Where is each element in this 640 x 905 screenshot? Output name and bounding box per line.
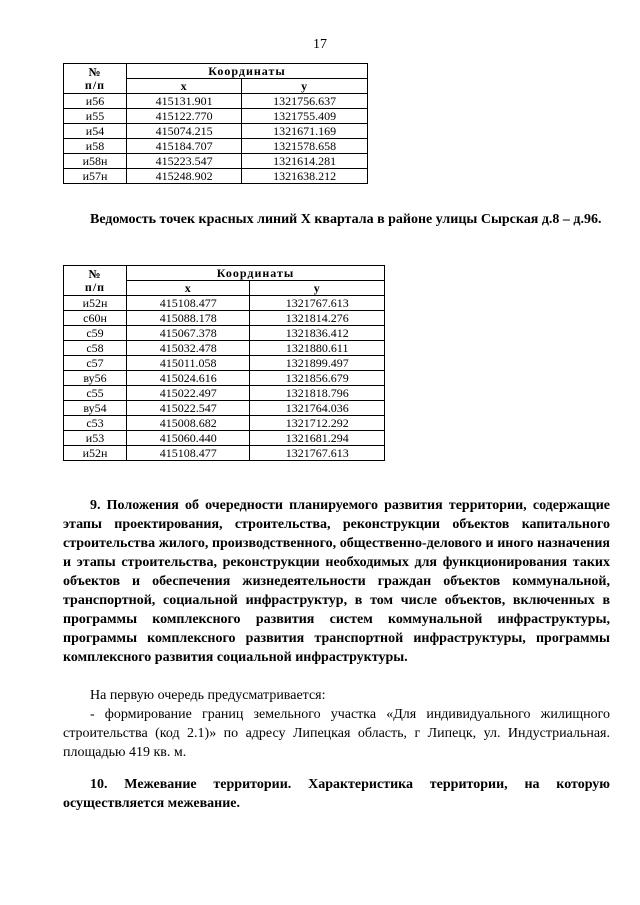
- table-header-x: x: [127, 79, 242, 94]
- y-coordinate-cell: 1321671.169: [242, 124, 368, 139]
- table-row: [64, 311, 385, 326]
- y-coordinate-cell: 1321755.409: [242, 109, 368, 124]
- x-coordinate-cell: 415032.478: [127, 341, 250, 356]
- point-number-cell: с55: [64, 386, 127, 401]
- point-number-cell: и57н: [64, 169, 127, 184]
- table-row: [64, 326, 385, 341]
- x-coordinate-cell: 415024.616: [127, 371, 250, 386]
- point-number-cell: и58н: [64, 154, 127, 169]
- table-header-number: [64, 64, 127, 94]
- first-stage-item: - формирование границ земельного участка «Для индивидуального жилищного строительства (код 2.1)» по адресу Липецкая область, г Липецк, ул. Индустриальная. площадью 419 кв. м.: [63, 707, 610, 760]
- table-row: [64, 296, 385, 311]
- x-coordinate-cell: 415184.707: [127, 139, 242, 154]
- point-number-cell: с53: [64, 416, 127, 431]
- table-body: [64, 296, 385, 461]
- table-row: [64, 341, 385, 356]
- x-coordinate-cell: 415011.058: [127, 356, 250, 371]
- y-coordinate-cell: 1321836.412: [250, 326, 385, 341]
- table-row: [64, 356, 385, 371]
- point-number-cell: и54: [64, 124, 127, 139]
- x-coordinate-cell: 415248.902: [127, 169, 242, 184]
- table-header-number-pp: п/п: [84, 279, 106, 294]
- x-coordinate-cell: 415223.547: [127, 154, 242, 169]
- y-coordinate-cell: 1321764.036: [250, 401, 385, 416]
- x-coordinate-cell: 415022.547: [127, 401, 250, 416]
- x-coordinate-cell: 415108.477: [127, 446, 250, 461]
- point-number-cell: и56: [64, 94, 127, 109]
- table-row: [64, 94, 368, 109]
- table-row: [64, 139, 368, 154]
- y-coordinate-cell: 1321767.613: [250, 446, 385, 461]
- y-coordinate-cell: 1321638.212: [242, 169, 368, 184]
- table-row: [64, 109, 368, 124]
- x-coordinate-cell: 415131.901: [127, 94, 242, 109]
- y-coordinate-cell: 1321899.497: [250, 356, 385, 371]
- point-number-cell: и55: [64, 109, 127, 124]
- first-stage-paragraph: На первую очередь предусматривается:: [90, 688, 326, 703]
- y-coordinate-cell: 1321818.796: [250, 386, 385, 401]
- point-number-cell: с59: [64, 326, 127, 341]
- point-number-cell: с58: [64, 341, 127, 356]
- coordinates-table-2: [63, 265, 385, 461]
- y-coordinate-cell: 1321767.613: [250, 296, 385, 311]
- x-coordinate-cell: 415088.178: [127, 311, 250, 326]
- table-header-number-sign: №: [88, 266, 102, 281]
- section-10-paragraph: 10. Межевание территории. Характеристика территории, на которую осуществляется межевание.: [63, 777, 610, 811]
- x-coordinate-cell: 415074.215: [127, 124, 242, 139]
- y-coordinate-cell: 1321712.292: [250, 416, 385, 431]
- x-coordinate-cell: 415122.770: [127, 109, 242, 124]
- table-row: [64, 431, 385, 446]
- y-coordinate-cell: 1321681.294: [250, 431, 385, 446]
- y-coordinate-cell: 1321880.611: [250, 341, 385, 356]
- point-number-cell: с60н: [64, 311, 127, 326]
- y-coordinate-cell: 1321614.281: [242, 154, 368, 169]
- table-header-coordinates: Координаты: [127, 266, 385, 281]
- point-number-cell: и52н: [64, 446, 127, 461]
- table-row: [64, 154, 368, 169]
- section-heading-red-lines: Ведомость точек красных линий X квартала в районе улицы Сырская д.8 – д.96.: [90, 212, 602, 227]
- table-header-y: y: [250, 281, 385, 296]
- table-row: [64, 124, 368, 139]
- coordinates-table-1: [63, 63, 368, 184]
- point-number-cell: ву54: [64, 401, 127, 416]
- table-row: [64, 401, 385, 416]
- point-number-cell: и58: [64, 139, 127, 154]
- table-header-coordinates: Координаты: [127, 64, 368, 79]
- y-coordinate-cell: 1321578.658: [242, 139, 368, 154]
- table-row: [64, 169, 368, 184]
- page-number: 17: [313, 37, 327, 52]
- x-coordinate-cell: 415022.497: [127, 386, 250, 401]
- table-header-x: x: [127, 281, 250, 296]
- table-header-y: y: [242, 79, 368, 94]
- y-coordinate-cell: 1321856.679: [250, 371, 385, 386]
- point-number-cell: с57: [64, 356, 127, 371]
- table-header-number: [64, 266, 127, 296]
- point-number-cell: и53: [64, 431, 127, 446]
- y-coordinate-cell: 1321756.637: [242, 94, 368, 109]
- table-row: [64, 371, 385, 386]
- x-coordinate-cell: 415067.378: [127, 326, 250, 341]
- section-9-paragraph: 9. Положения об очередности планируемого развития территории, содержащие этапы проектирования, строительства, реконструкции объектов капитального строительства жилого, производственного, общественно-делового и иного назначения и этапы строительства, реконструкции необходимых для функционирования таких объектов и обеспечения жизнедеятельности граждан объектов коммунальной, транспортной, социальной инфраструктур, в том числе объектов, включенных в программы комплексного развития систем коммунальной инфраструктуры, программы комплексного развития транспортной инфраструктуры, программы комплексного развития социальной инфраструктуры.: [63, 498, 610, 665]
- x-coordinate-cell: 415008.682: [127, 416, 250, 431]
- table-row: [64, 386, 385, 401]
- y-coordinate-cell: 1321814.276: [250, 311, 385, 326]
- table-body: [64, 94, 368, 184]
- table-row: [64, 446, 385, 461]
- x-coordinate-cell: 415108.477: [127, 296, 250, 311]
- table-row: [64, 416, 385, 431]
- table-header-number-pp: п/п: [84, 77, 106, 92]
- point-number-cell: и52н: [64, 296, 127, 311]
- x-coordinate-cell: 415060.440: [127, 431, 250, 446]
- table-header-number-sign: №: [88, 64, 102, 79]
- point-number-cell: ву56: [64, 371, 127, 386]
